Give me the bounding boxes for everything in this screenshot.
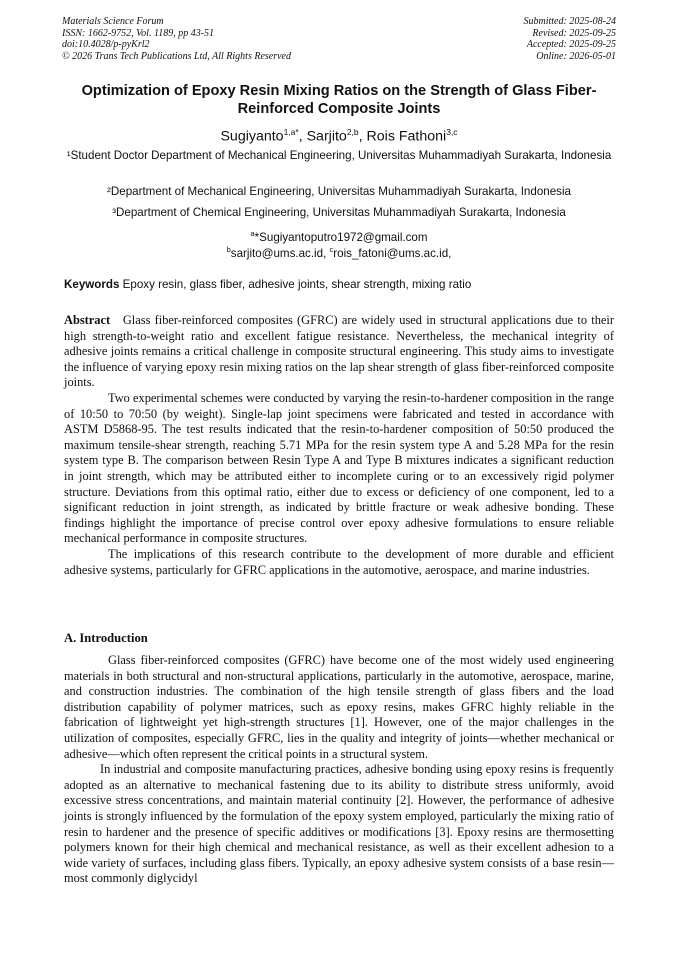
affiliation-1 [66,148,612,164]
revised-date: Revised: 2025-09-25 [532,27,616,39]
publication-info [62,16,291,62]
author-name: Sarjito [306,128,347,145]
introduction-section [64,653,614,887]
copyright: © 2026 Trans Tech Publications Ltd, All Rights Reserved [62,50,291,62]
email-c[interactable]: rois_fatoni@ums.ac.id, [333,246,452,260]
affiliation-text: Student Doctor Department of Mechanical Engineering, Universitas Muhammadiyah Surakarta, Indonesia [70,149,612,162]
abstract-label: Abstract [64,313,111,327]
submitted-date: Submitted: 2025-08-24 [523,16,616,27]
affiliation-3 [66,205,612,221]
accepted-date: Accepted: 2025-09-25 [526,39,616,51]
email-mark: b [226,245,231,254]
body-paragraph: Glass fiber-reinforced composites (GFRC) have become one of the most widely used engineering materials in both structural and non-structural applications, particularly in the automotive, aerospace, marine, and construction industries. The combination of the high tensile strength of glass fibers and the load distribution capability of polymer matrices, such as epoxy resins, makes GFRC highly reliable in the fabrication of lightweight yet high-strength structures [1]. However, one of the major challenges in the utilization of composites, especially GFRC, lies in the quality and integrity of joints—whether mechanical or adhesive—which often represent the critical points in a structural system. [64,653,614,761]
online-date: Online: 2026-05-01 [536,50,616,62]
abstract-text: Glass fiber-reinforced composites (GFRC) are widely used in structural applications due to their high strength-to-weight ratio and excellent fatigue resistance. Nevertheless, the mechanical integrity of adhesive joints remains a critical challenge in composite structural engineering. This study aims to investigate the influence of varying epoxy resin mixing ratios on the lap shear strength of glass fiber-reinforced composite joints. [64,313,614,390]
journal-name: Materials Science Forum [62,16,164,27]
author-superscript: 3,c [446,127,458,137]
author-name: Sugiyanto [220,128,284,145]
affiliation-mark: ¹ [66,149,71,162]
affiliation-text: Department of Mechanical Engineering, Universitas Muhammadiyah Surakarta, Indonesia [110,185,571,198]
author-list: Sugiyanto$^{1,a*}$, Sarjito$^{2,b}$, Rois Fathoni$^{3,c}$ [220,127,458,145]
affiliation-mark: ² [107,185,111,198]
keywords [64,277,614,292]
doi[interactable]: doi:10.4028/p-pyKrl2 [62,39,150,51]
email-mark: a [250,229,255,238]
issn-info: ISSN: 1662-9752, Vol. 1189, pp 43-51 [62,27,215,39]
author-name: Rois Fathoni [366,128,447,145]
section-heading: A. Introduction [64,631,148,645]
author-superscript: 1,a* [283,127,299,137]
paper-title: Optimization of Epoxy Resin Mixing Ratios on the Strength of Glass Fiber-Reinforced Composite Joints [81,83,597,117]
abstract-paragraph: The implications of this research contribute to the development of more durable and efficient adhesive systems, particularly for GFRC applications in the automotive, aerospace, and marine industries. [64,546,614,577]
abstract [64,313,614,578]
coauthor-emails [60,242,618,262]
affiliation-text: Department of Chemical Engineering, Universitas Muhammadiyah Surakarta, Indonesia [116,206,566,219]
keywords-label: Keywords [64,278,120,291]
email-b[interactable]: sarjito@ums.ac.id, [230,246,327,260]
submission-dates [524,16,617,62]
body-paragraph: In industrial and composite manufacturing practices, adhesive bonding using epoxy resins is frequently adopted as an alternative to mechanical fastening due to its ability to distribute stress uniformly, avoid excessive stress concentrations, and maintain material continuity [2]. However, the performance of adhesive joints is strongly influenced by the formulation of the epoxy system employed, particularly the mixing ratio of resin to hardener and the presence of specific additives or modifications [3]. Epoxy resins are thermosetting polymers known for their high chemical and mechanical resistance, as well as their excellent adhesion to a wide variety of surfaces, including glass fibers. Typically, an epoxy adhesive system consists of a base resin—most commonly diglycidyl [64,762,614,886]
abstract-paragraph: Two experimental schemes were conducted by varying the resin-to-hardener composition in the range of 10:50 to 70:50 (by weight). Single-lap joint specimens were fabricated and tested in accordance with ASTM D5868-95. The test results indicated that the resin-to-hardener composition of 50:50 produced the maximum tensile-shear strength, reaching 5.71 MPa for the resin system type A and 5.28 MPa for the resin system type B. The comparison between Resin Type A and Type B mixtures indicates a significant reduction in joint strength, which may be attributed either to incomplete curing or to an excessively rigid polymer structure. Deviations from this optimal ratio, either due to excess or deficiency of one component, led to a significant reduction in joint strength, as indicated by brittle fracture or weak adhesive bonding. These findings highlight the importance of precise control over epoxy adhesive formulations to ensure reliable mechanical performance in composite structures. [64,390,614,546]
author-superscript: 2,b [346,127,359,137]
email-mark: c [329,245,334,254]
abstract-paragraph [64,313,614,391]
affiliation-2 [66,184,612,200]
affiliation-mark: ³ [112,206,117,219]
email-a[interactable]: *Sugiyantoputro1972@gmail.com [254,230,428,244]
keywords-text: Epoxy resin, glass fiber, adhesive joints, shear strength, mixing ratio [122,278,472,291]
